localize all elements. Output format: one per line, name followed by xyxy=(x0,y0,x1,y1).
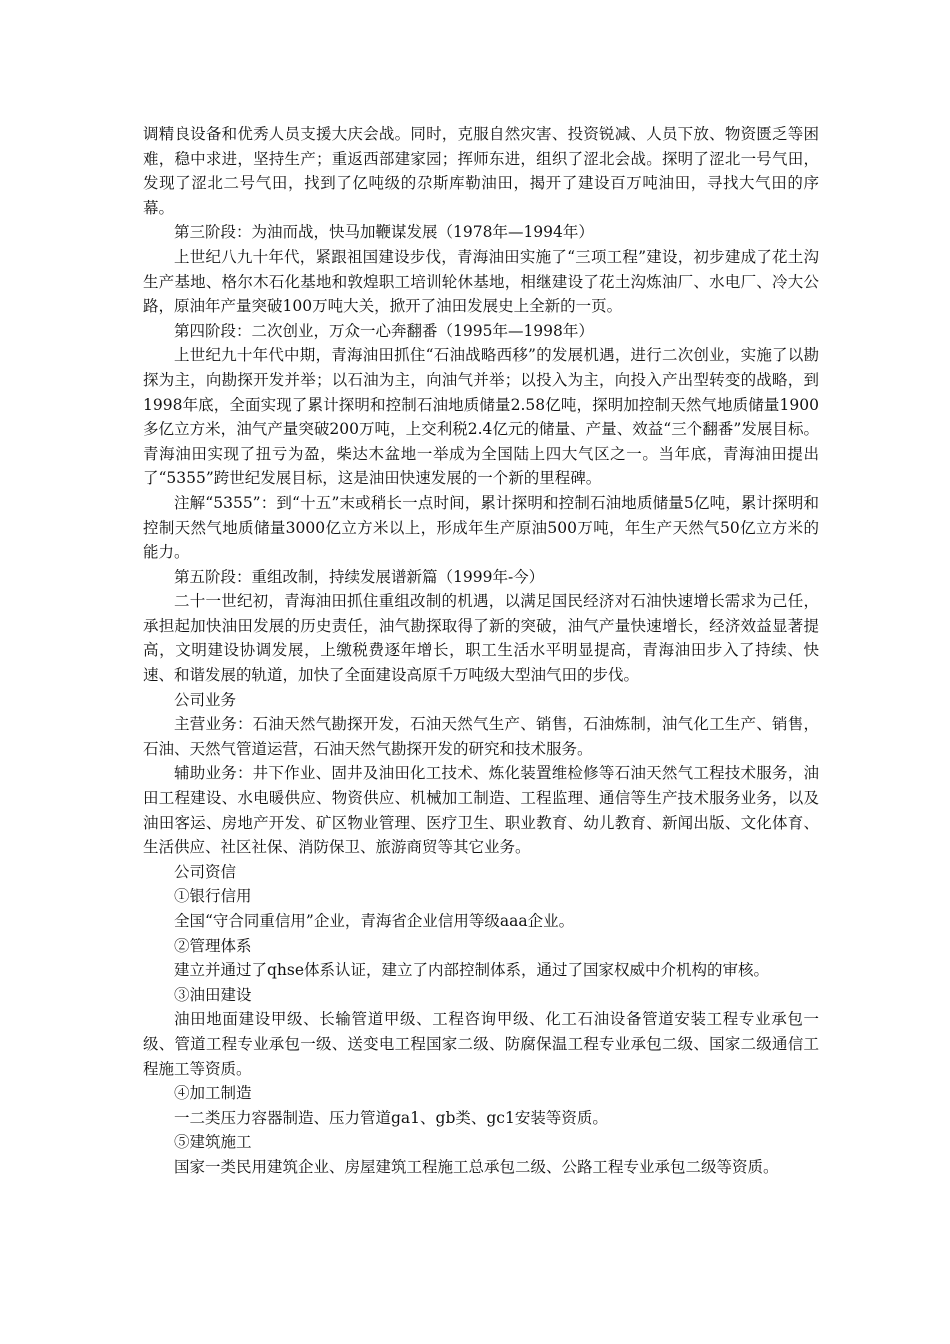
paragraph-building-construction: 国家一类民用建筑企业、房屋建筑工程施工总承包二级、公路工程专业承包二级等资质。 xyxy=(174,1157,779,1176)
heading-bank-credit: ①银行信用 xyxy=(174,887,252,906)
paragraph-auxiliary-business: 辅助业务：井下作业、固井及油田化工技术、炼化装置维检修等石油天然气工程技术服务，油田工程建设、水电暖供应、物资供应、机械加工制造、工程监理、通信等生产技术服务业务，以及油田客运、房地产开发、矿区物业管理、医疗卫生、职业教育、幼儿教育、新闻出版、文化体育、生活供应、社区社保、消防保卫、旅游商贸等其它业务。 xyxy=(143,764,819,857)
paragraph-oilfield-construction: 油田地面建设甲级、长输管道甲级、工程咨询甲级、化工石油设备管道安装工程专业承包一级、管道工程专业承包一级、送变电工程国家二级、防腐保温工程专业承包二级、国家二级通信工程施工等资质。 xyxy=(143,1010,819,1078)
heading-company-business: 公司业务 xyxy=(174,690,237,709)
paragraph-main-business: 主营业务：石油天然气勘探开发，石油天然气生产、销售，石油炼制，油气化工生产、销售，石油、天然气管道运营，石油天然气勘探开发的研究和技术服务。 xyxy=(143,715,819,758)
paragraph-note-5355: 注解“5355”：到“十五”末或稍长一点时间，累计探明和控制石油地质储量5亿吨，累计探明和控制天然气地质储量3000亿立方米以上，形成年生产原油500万吨，年生产天然气50亿立方米的能力。 xyxy=(143,493,819,562)
heading-oilfield-construction: ③油田建设 xyxy=(174,985,252,1004)
paragraph-management-system: 建立并通过了qhse体系认证，建立了内部控制体系，通过了国家权威中介机构的审核。 xyxy=(174,961,770,980)
document-page xyxy=(143,122,819,1180)
heading-stage-three: 第三阶段：为油而战，快马加鞭谋发展（1978年—1994年） xyxy=(174,223,594,242)
heading-manufacturing: ④加工制造 xyxy=(174,1084,252,1103)
paragraph-continuation: 调精良设备和优秀人员支援大庆会战。同时，克服自然灾害、投资锐减、人员下放、物资匮乏等困难，稳中求进，坚持生产；重返西部建家园；挥师东进，组织了涩北会战。探明了涩北一号气田，发现了涩北二号气田，找到了亿吨级的尕斯库勒油田，揭开了建设百万吨油田，寻找大气田的序幕。 xyxy=(143,125,819,217)
paragraph-stage-three: 上世纪八九十年代，紧跟祖国建设步伐，青海油田实施了“三项工程”建设，初步建成了花土沟生产基地、格尔木石化基地和敦煌职工培训轮休基地，相继建设了花土沟炼油厂、水电厂、冷大公路，原油年产量突破100万吨大关，掀开了油田发展史上全新的一页。 xyxy=(143,247,819,316)
heading-building-construction: ⑤建筑施工 xyxy=(174,1133,252,1152)
paragraph-manufacturing: 一二类压力容器制造、压力管道ga1、gb类、gc1安装等资质。 xyxy=(174,1108,608,1127)
heading-company-credit: 公司资信 xyxy=(174,862,237,881)
paragraph-bank-credit: 全国“守合同重信用”企业，青海省企业信用等级aaa企业。 xyxy=(174,912,575,930)
heading-stage-five: 第五阶段：重组改制，持续发展谱新篇（1999年-今） xyxy=(174,567,545,586)
heading-stage-four: 第四阶段：二次创业，万众一心奔翻番（1995年—1998年） xyxy=(174,321,594,340)
heading-management-system: ②管理体系 xyxy=(174,936,252,955)
paragraph-stage-five: 二十一世纪初，青海油田抓住重组改制的机遇，以满足国民经济对石油快速增长需求为己任，承担起加快油田发展的历史责任，油气勘探取得了新的突破，油气产量快速增长，经济效益显著提高，文明建设协调发展，上缴税费逐年增长，职工生活水平明显提高，青海油田步入了持续、快速、和谐发展的轨道，加快了全面建设高原千万吨级大型油气田的步伐。 xyxy=(143,592,819,685)
paragraph-stage-four: 上世纪九十年代中期，青海油田抓住“石油战略西移”的发展机遇，进行二次创业，实施了以勘探为主，向勘探开发并举；以石油为主，向油气并举；以投入为主，向投入产出型转变的战略，到1998年底，全面实现了累计探明和控制石油地质储量2.58亿吨，探明加控制天然气地质储量1900多亿立方米，油气产量突破200万吨，上交利税2.4亿元的储量、产量、效益“三个翻番”发展目标。青海油田实现了扭亏为盈，柴达木盆地一举成为全国陆上四大气区之一。当年底，青海油田提出了“5355”跨世纪发展目标，这是油田快速发展的一个新的里程碑。 xyxy=(143,346,819,488)
